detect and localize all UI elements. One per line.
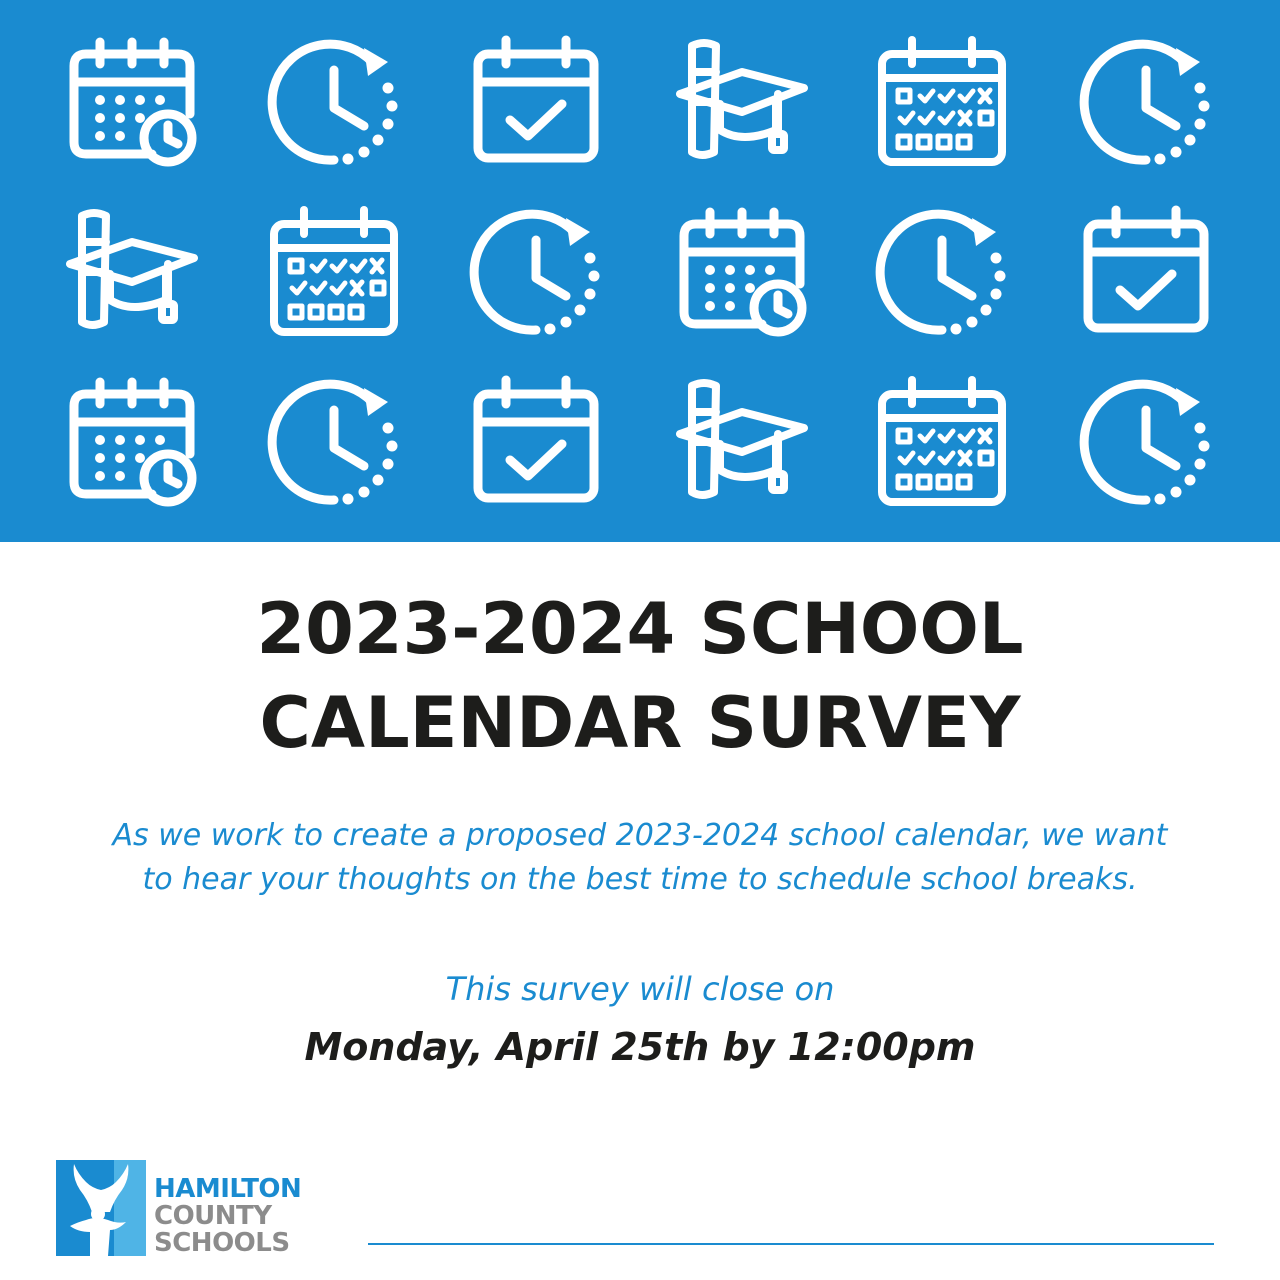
title-line-1: 2023-2024 SCHOOL <box>256 588 1024 670</box>
clock-refresh-icon <box>466 202 606 342</box>
icon-pattern <box>0 0 1280 542</box>
clock-refresh-icon <box>264 32 404 172</box>
calendar-clock-icon <box>672 202 812 342</box>
intro-text <box>40 814 1240 902</box>
calendar-schedule-icon <box>264 202 404 342</box>
graduation-icon <box>672 372 812 512</box>
clock-refresh-icon <box>1076 372 1216 512</box>
calendar-schedule-icon <box>872 32 1012 172</box>
clock-refresh-icon <box>872 202 1012 342</box>
district-logo-text <box>154 1176 301 1257</box>
footer-divider <box>368 1243 1214 1245</box>
closing-deadline: Monday, April 25th by 12:00pm <box>304 1025 976 1069</box>
district-logo-icon <box>56 1160 146 1256</box>
graduation-icon <box>62 202 202 342</box>
clock-refresh-icon <box>1076 32 1216 172</box>
closing-label: This survey will close on <box>445 970 835 1008</box>
graduation-icon <box>672 32 812 172</box>
logo-line-3: SCHOOLS <box>154 1228 290 1258</box>
calendar-check-icon <box>1076 202 1216 342</box>
calendar-schedule-icon <box>872 372 1012 512</box>
logo-line-2: COUNTY <box>154 1201 272 1231</box>
page-title <box>0 582 1280 770</box>
logo-line-1: HAMILTON <box>154 1174 302 1204</box>
intro-line-2: to hear your thoughts on the best time to schedule school breaks. <box>142 862 1138 897</box>
title-line-2: CALENDAR SURVEY <box>259 682 1021 764</box>
intro-line-1: As we work to create a proposed 2023-2024 school calendar, we want <box>112 818 1168 853</box>
calendar-clock-icon <box>62 32 202 172</box>
clock-refresh-icon <box>264 372 404 512</box>
calendar-check-icon <box>466 372 606 512</box>
calendar-check-icon <box>466 32 606 172</box>
calendar-clock-icon <box>62 372 202 512</box>
